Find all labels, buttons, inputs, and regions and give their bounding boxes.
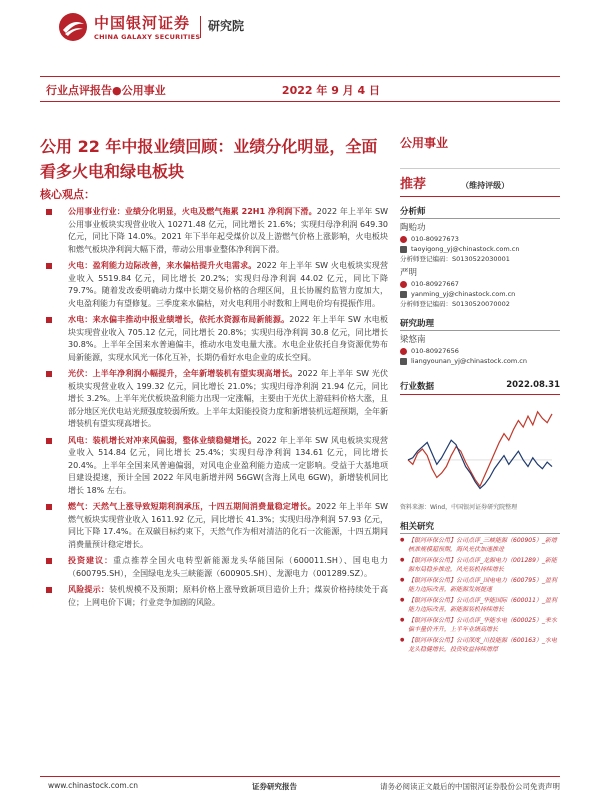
related-report-link[interactable]: ● 【银河环保公用】公司点评_华能水电（600025）_来水偏丰量价齐升，上半年业绩高增长 bbox=[400, 616, 560, 634]
key-point bbox=[40, 368, 388, 431]
analysts-heading: 分析师 bbox=[400, 205, 560, 219]
researcher-block bbox=[400, 335, 560, 366]
related-report-link[interactable]: ● 【银河环保公用】公司点评_华能国际（600011）_盈利能力边际改善，新能源装机持续增长 bbox=[400, 596, 560, 614]
analyst-block bbox=[400, 268, 560, 309]
brand-name: 中国银河证券 bbox=[94, 14, 191, 32]
phone-text: 010-80927656 bbox=[411, 347, 459, 355]
rating-note: （维持评级） bbox=[461, 181, 510, 190]
key-point-heading: 火电：盈利能力边际改善，来水偏枯提升火电需求。 bbox=[68, 261, 257, 270]
key-point bbox=[40, 314, 388, 364]
researcher-name: 梁悠南 bbox=[400, 335, 426, 345]
phone-icon bbox=[400, 236, 407, 243]
key-point bbox=[40, 501, 388, 551]
chart-date: 2022.08.31 bbox=[506, 380, 560, 390]
key-point bbox=[40, 435, 388, 498]
chart-source: 资料来源：Wind，中国银河证券研究院整理 bbox=[400, 504, 518, 511]
footer-url[interactable]: www.chinastock.com.cn bbox=[48, 781, 138, 790]
analyst-cert bbox=[400, 254, 560, 264]
related-report-link[interactable]: ● 【银河环保公用】公司深度_川投能源（600163）_水电龙头稳健增长，投资收益持续增厚 bbox=[400, 636, 560, 654]
report-type: 行业点评报告●公用事业 bbox=[46, 84, 166, 97]
key-point bbox=[40, 555, 388, 580]
email-text[interactable]: taoyigong_yj@chinastock.com.cn bbox=[411, 245, 520, 253]
key-point bbox=[40, 584, 388, 609]
key-point-body: 2022 年上半年 SW 燃气板块实现营业收入 1611.92 亿元，同比增长 41.3%；实现归母净利润 57.93 亿元，同比下降 17.4%。在双碳目标约束下，天然气作为相对清洁的化石一次能源，十四五期间消费量预计稳定增长。 bbox=[68, 502, 388, 549]
key-point-body: 2022 年上半年 SW 水电板块实现营业收入 705.12 亿元，同比增长 20.8%；实现归母净利润 30.8 亿元，同比增长 30.8%。上半年全国来水普遍偏丰，推动水电发电量大涨。水电企业依托自身资源优势布局新能源，实现水风光一体化互补，长期仍看好水电企业的成长空间。 bbox=[68, 315, 388, 362]
industry-name: 公用事业 bbox=[400, 136, 449, 150]
analyst-name: 陶贻功 bbox=[400, 223, 426, 233]
key-point-heading: 水电：来水偏丰推动中报业绩增长，依托水资源布局新能源。 bbox=[68, 315, 290, 324]
key-point-heading: 公用事业行业：业绩分化明显，火电及燃气拖累 22H1 净利润下滑。 bbox=[68, 207, 317, 216]
chart-heading: 行业数据 bbox=[400, 382, 435, 392]
related-report-link[interactable]: ● 【银河环保公用】公司点评_龙源电力（001289）_新能源布局稳步推进，风光装机持续增长 bbox=[400, 556, 560, 574]
page-footer bbox=[40, 776, 560, 791]
researcher-email[interactable] bbox=[400, 356, 560, 366]
phone-icon bbox=[400, 281, 407, 288]
key-point-body: 2022 年上半年 SW 火电板块实现营业收入 5519.84 亿元，同比增长 20.2%；实现归母净利润 44.02 亿元，同比下降 79.7%。随着发改委明确动力煤中长期交易价格的合理区间，且长协履约监管力度加大，火电盈利能力有望修复。三季度来水偏枯，对火电利用小时数和上网电价均有提振作用。 bbox=[68, 261, 388, 308]
researcher-heading: 研究助理 bbox=[400, 317, 560, 331]
cert-text: 分析师登记编码：S0130522030001 bbox=[400, 255, 510, 263]
sidebar bbox=[400, 134, 560, 654]
analyst-email[interactable] bbox=[400, 289, 560, 299]
rating: 推荐 bbox=[400, 177, 427, 192]
report-date: 2022 年 9 月 4 日 bbox=[281, 84, 380, 97]
series-line-2 bbox=[408, 440, 552, 488]
analyst-block bbox=[400, 223, 560, 264]
related-heading: 相关研究 bbox=[400, 520, 560, 534]
key-point-body: 2022 年上半年 SW 光伏板块实现营业收入 199.32 亿元，同比增长 21.0%；实现归母净利润 21.94 亿元，同比增长 3.2%。上半年光伏板块盈利能力出现一定涨幅，主要由于光伏上游硅料价格大涨，且部分地区光伏电站光照强度较弱所致。上半年太阳能投资力度和新增装机远超预期，全年新增装机有望实现高增长。 bbox=[68, 369, 389, 428]
key-point-heading: 光伏：上半年净利润小幅提升，全年新增装机有望实现高增长。 bbox=[68, 369, 298, 378]
analyst-phone bbox=[400, 279, 560, 289]
divider bbox=[200, 16, 201, 38]
cert-text: 分析师登记编码：S0130520070002 bbox=[400, 300, 510, 308]
key-point-heading: 燃气：天然气上涨导致短期利润承压，十四五期间消费量稳定增长。 bbox=[68, 502, 316, 511]
related-report-link[interactable]: ● 【银河环保公用】公司点评_国电电力（600795）_盈利能力边际改善，新能源发展提速 bbox=[400, 576, 560, 594]
phone-text: 010-80927673 bbox=[411, 235, 459, 243]
key-point bbox=[40, 260, 388, 310]
analyst-email[interactable] bbox=[400, 244, 560, 254]
analyst-cert bbox=[400, 299, 560, 309]
key-point bbox=[40, 206, 388, 256]
brand-name-en: CHINA GALAXY SECURITIES bbox=[94, 33, 201, 41]
email-text[interactable]: liangyounan_yj@chinastock.com.cn bbox=[411, 357, 527, 365]
analyst-phone bbox=[400, 234, 560, 244]
report-info-bar bbox=[40, 76, 560, 102]
core-views-label: 核心观点： bbox=[40, 188, 95, 201]
email-text[interactable]: yanming_yj@chinastock.com.cn bbox=[411, 290, 516, 298]
research-label: 研究院 bbox=[208, 19, 245, 33]
disclaimer-note: 请务必阅读正文最后的中国银河证券股份公司免责声明 bbox=[380, 782, 560, 791]
key-point-body: 2022 年上半年 SW 风电板块实现营业收入 514.84 亿元，同比增长 25.4%；实现归母净利润 134.61 亿元，同比增长 20.4%。上半年全国来风普遍偏弱，对风电企业盈利能力造成一定影响。受益于大基地项目建设提速，预计全国 2022 年风电新增并网 56GW(含海上风电 6GW)，新增装机同比增长 18% 左右。 bbox=[68, 435, 388, 495]
mail-icon bbox=[400, 246, 407, 253]
mail-icon bbox=[400, 358, 407, 365]
report-header bbox=[0, 0, 600, 60]
phone-text: 010-80927667 bbox=[411, 280, 459, 288]
analyst-name: 严明 bbox=[400, 268, 418, 278]
rating-row bbox=[400, 168, 560, 197]
key-point-body: 2022 年上半年 SW 公用事业板块实现营业收入 10271.48 亿元，同比增长 21.6%；实现归母净利润 649.30 亿元，同比下降 14.0%。2021 年下半年起受煤价以及上游燃气价格上涨影响，火电板块和燃气板块净利润大幅下滑，带动公用事业整体净利润下滑。 bbox=[68, 207, 389, 254]
industry-chart bbox=[400, 395, 560, 503]
main-content bbox=[40, 206, 388, 613]
footer-label: 证券研究报告 bbox=[252, 782, 297, 791]
researcher-phone bbox=[400, 346, 560, 356]
mail-icon bbox=[400, 291, 407, 298]
key-point-body: 装机规模不及预期；原料价格上涨导致新项目造价上升；煤炭价格持续处于高位；上网电价下调；行业竞争加剧的风险。 bbox=[68, 585, 389, 607]
related-report-link[interactable]: ● 【银河环保公用】公司点评_三峡能源（600905）_新增核准规模超预期，海风光伏加速推进 bbox=[400, 536, 560, 554]
report-title: 公用 22 年中报业绩回顾：业绩分化明显，全面看多火电和绿电板块 bbox=[40, 137, 378, 181]
phone-icon bbox=[400, 348, 407, 355]
key-point-body: 重点推荐全国火电转型新能源龙头华能国际（600011.SH）、国电电力（600795.SH），全国绿电龙头三峡能源（600905.SH）、龙源电力（001289.SZ）。 bbox=[68, 556, 388, 578]
related-list bbox=[400, 536, 560, 654]
key-point-heading: 风险提示： bbox=[68, 585, 110, 594]
galaxy-logo-icon bbox=[58, 12, 88, 42]
key-point-heading: 风电：装机增长对冲来风偏弱，整体业绩稳健增长。 bbox=[68, 435, 257, 445]
chart-header bbox=[400, 380, 560, 395]
analyst-list bbox=[400, 223, 560, 309]
line-chart bbox=[400, 395, 560, 503]
key-point-heading: 投资建议： bbox=[68, 556, 114, 565]
